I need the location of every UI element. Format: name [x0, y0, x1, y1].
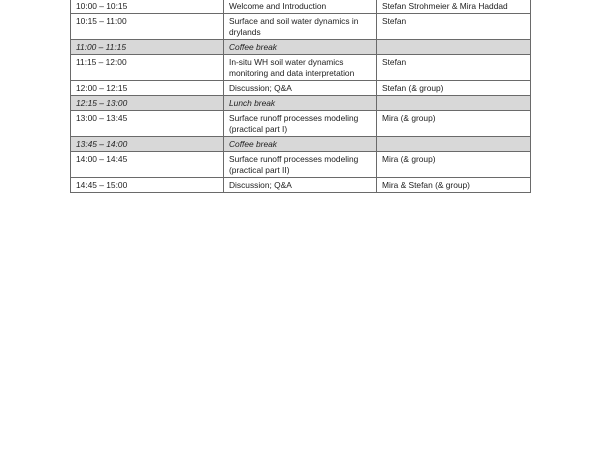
session-cell: In-situ WH soil water dynamics monitoring and data interpretation: [224, 55, 377, 81]
break-row: [71, 137, 531, 152]
presenter-cell: Stefan: [377, 55, 531, 81]
table-row: [71, 81, 531, 96]
session-cell: Surface runoff processes modeling (practical part I): [224, 111, 377, 137]
table-row: [71, 14, 531, 40]
presenter-cell: Mira (& group): [377, 152, 531, 178]
session-cell: Surface and soil water dynamics in drylands: [224, 14, 377, 40]
schedule-table-body: [71, 0, 531, 193]
time-cell: 13:45 – 14:00: [71, 137, 224, 152]
session-cell: Coffee break: [224, 137, 377, 152]
session-cell: Coffee break: [224, 40, 377, 55]
time-cell: 11:15 – 12:00: [71, 55, 224, 81]
table-row: [71, 55, 531, 81]
session-cell: Welcome and Introduction: [224, 0, 377, 14]
presenter-cell: [377, 40, 531, 55]
session-cell: Surface runoff processes modeling (practical part II): [224, 152, 377, 178]
presenter-cell: [377, 137, 531, 152]
break-row: [71, 96, 531, 111]
time-cell: 11:00 – 11:15: [71, 40, 224, 55]
time-cell: 12:00 – 12:15: [71, 81, 224, 96]
time-cell: 12:15 – 13:00: [71, 96, 224, 111]
time-cell: 13:00 – 13:45: [71, 111, 224, 137]
break-row: [71, 40, 531, 55]
time-cell: 10:00 – 10:15: [71, 0, 224, 14]
schedule-table: [70, 0, 531, 193]
table-row: [71, 0, 531, 14]
presenter-cell: Stefan: [377, 14, 531, 40]
session-cell: Discussion; Q&A: [224, 81, 377, 96]
presenter-cell: Mira (& group): [377, 111, 531, 137]
table-row: [71, 111, 531, 137]
table-row: [71, 178, 531, 193]
time-cell: 14:45 – 15:00: [71, 178, 224, 193]
table-row: [71, 152, 531, 178]
presenter-cell: Mira & Stefan (& group): [377, 178, 531, 193]
time-cell: 10:15 – 11:00: [71, 14, 224, 40]
presenter-cell: [377, 96, 531, 111]
presenter-cell: Stefan Strohmeier & Mira Haddad: [377, 0, 531, 14]
presenter-cell: Stefan (& group): [377, 81, 531, 96]
time-cell: 14:00 – 14:45: [71, 152, 224, 178]
session-cell: Lunch break: [224, 96, 377, 111]
session-cell: Discussion; Q&A: [224, 178, 377, 193]
